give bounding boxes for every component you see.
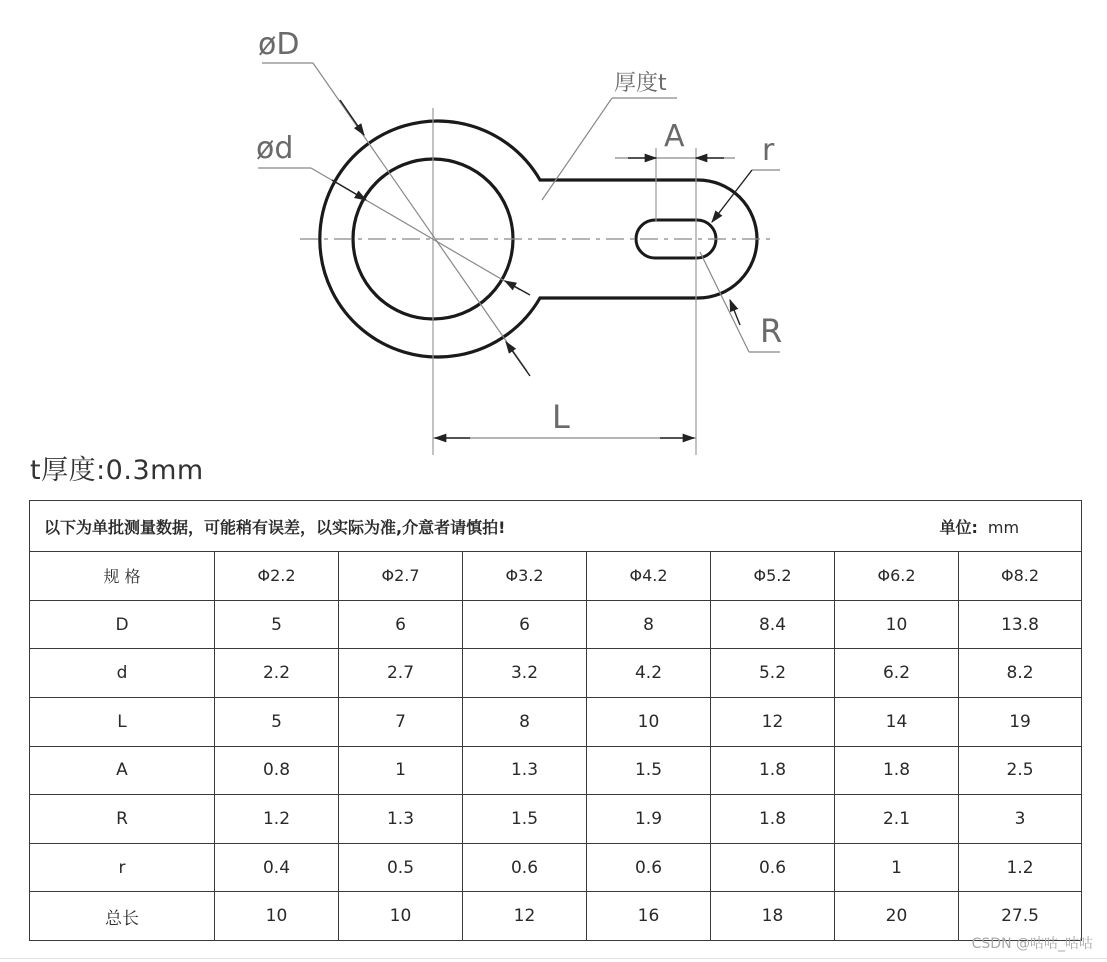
table-cell: 1.2 [215,795,339,844]
table-cell: 10 [339,892,463,941]
table-cell: 27.5 [959,892,1082,941]
table-cell: 19 [959,697,1082,746]
table-cell: 1.5 [587,746,711,795]
table-row [30,746,1082,795]
watermark: CSDN @咕咕_咕咕 [971,936,1093,952]
bottom-divider [0,958,1107,959]
table-cell: 0.6 [711,843,835,892]
table-cell: 4.2 [587,649,711,698]
header-cell: Φ5.2 [711,552,835,601]
table-cell: 1 [339,746,463,795]
table-cell: 1.3 [339,795,463,844]
row-label-cell: r [30,843,215,892]
thickness-leader [542,98,612,200]
table-cell: 6.2 [835,649,959,698]
table-cell: 6 [339,600,463,649]
table-cell: 10 [587,697,711,746]
table-cell: 1.8 [835,746,959,795]
row-label-cell: R [30,795,215,844]
header-cell: Φ8.2 [959,552,1082,601]
table-cell: 0.8 [215,746,339,795]
table-cell: 8 [463,697,587,746]
header-cell: Φ2.2 [215,552,339,601]
row-label-cell: 总长 [30,892,215,941]
label-thickness: 厚度t [614,71,667,96]
row-label-cell: L [30,697,215,746]
table-cell: 2.7 [339,649,463,698]
table-cell: 16 [587,892,711,941]
table-note: 以下为单批测量数据，可能稍有误差，以实际为准,介意者请慎拍! [44,517,506,537]
table-cell: 0.6 [587,843,711,892]
table-cell: 0.6 [463,843,587,892]
table-cell: 1.8 [711,795,835,844]
table-cell: 10 [835,600,959,649]
outer-diameter-line [313,63,527,371]
table-cell: 18 [711,892,835,941]
table-cell: 8 [587,600,711,649]
table-cell: 7 [339,697,463,746]
label-slot-width: A [664,119,685,154]
row-label-cell: A [30,746,215,795]
table-cell: 1.8 [711,746,835,795]
row-label-cell: d [30,649,215,698]
end-radius-arrow [730,300,740,325]
table-cell: 6 [463,600,587,649]
outer-diameter-arrow-top [340,100,364,135]
table-cell: 8.2 [959,649,1082,698]
label-end-radius: R [760,312,783,350]
table-cell: 1.2 [959,843,1082,892]
inner-diameter-arrow-bottom [505,281,530,295]
table-row [30,892,1082,941]
table-cell: 1.3 [463,746,587,795]
table-cell: 3.2 [463,649,587,698]
table-cell: 0.5 [339,843,463,892]
thickness-note: t厚度:0.3mm [30,455,204,486]
unit-label: 单位: [939,517,978,537]
table-cell: 1 [835,843,959,892]
spec-table [29,500,1082,941]
table-row [30,600,1082,649]
table-cell: 2.5 [959,746,1082,795]
table-cell: 5.2 [711,649,835,698]
table-cell: 12 [711,697,835,746]
table-cell: 20 [835,892,959,941]
table-cell: 1.5 [463,795,587,844]
header-cell: Φ3.2 [463,552,587,601]
ring-terminal-drawing [0,0,1107,470]
table-header-row [30,552,1082,601]
table-cell: 8.4 [711,600,835,649]
header-cell: Φ6.2 [835,552,959,601]
inner-diameter-arrow-top [332,180,366,200]
table-cell: 12 [463,892,587,941]
table-row [30,795,1082,844]
header-label-cell: 规 格 [30,552,215,601]
table-cell: 5 [215,600,339,649]
table-row [30,649,1082,698]
outer-diameter-arrow-bottom [506,342,530,376]
table-cell: 5 [215,697,339,746]
label-length: L [552,398,570,436]
table-cell: 14 [835,697,959,746]
table-note-cell [30,501,1082,552]
table-row [30,843,1082,892]
table-row [30,697,1082,746]
slot-radius-leader [712,170,752,222]
table-cell: 1.9 [587,795,711,844]
table-cell: 3 [959,795,1082,844]
label-outer-diameter: øD [258,27,300,62]
label-inner-diameter: ød [256,131,294,166]
table-cell: 2.1 [835,795,959,844]
unit-block [940,515,1020,538]
header-cell: Φ2.7 [339,552,463,601]
table-cell: 13.8 [959,600,1082,649]
table-cell: 2.2 [215,649,339,698]
end-radius-leader [700,252,749,352]
row-label-cell: D [30,600,215,649]
table-cell: 10 [215,892,339,941]
header-cell: Φ4.2 [587,552,711,601]
label-slot-radius: r [762,133,775,168]
table-note-row [30,501,1082,552]
table-cell: 0.4 [215,843,339,892]
unit-value: mm [987,517,1020,537]
